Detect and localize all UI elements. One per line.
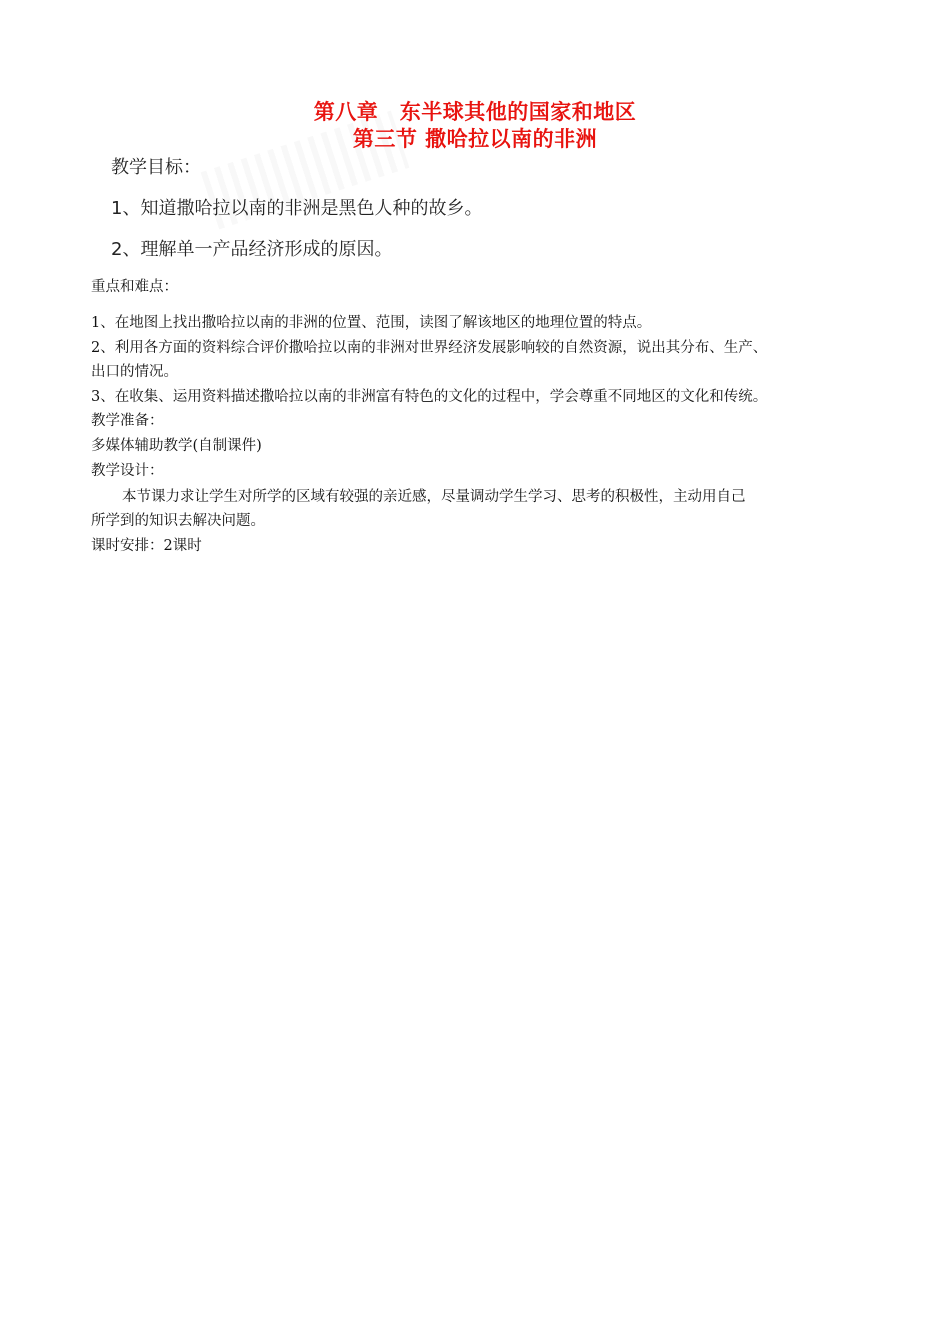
goals-heading: 教学目标：: [111, 157, 201, 178]
preparation-heading: 教学准备：: [91, 413, 164, 429]
design-heading: 教学设计：: [91, 463, 164, 479]
goal-item-1: 1、知道撒哈拉以南的非洲是黑色人种的故乡。: [111, 198, 483, 219]
design-paragraph-line-2: 所学到的知识去解决问题。: [91, 513, 265, 529]
key-point-line-3: 3、在收集、运用资料描述撒哈拉以南的非洲富有特色的文化的过程中，学会尊重不同地区的文化和传统。: [91, 389, 768, 405]
goal-item-2: 2、理解单一产品经济形成的原因。: [111, 239, 393, 260]
preparation-content: 多媒体辅助教学(自制课件): [91, 438, 262, 454]
key-point-line-2: 2、利用各方面的资料综合评价撒哈拉以南的非洲对世界经济发展影响较的自然资源，说出其分布、生产、: [91, 340, 768, 356]
key-point-line-1: 1、在地图上找出撒哈拉以南的非洲的位置、范围，读图了解该地区的地理位置的特点。: [91, 315, 652, 331]
schedule-text: 课时安排：2课时: [91, 538, 202, 554]
section-title: 第三节 撒哈拉以南的非洲: [352, 127, 598, 151]
design-paragraph-line-1: 本节课力求让学生对所学的区域有较强的亲近感，尽量调动学生学习、思考的积极性，主动用自己: [122, 489, 746, 505]
key-point-line-2-cont: 出口的情况。: [91, 364, 178, 380]
chapter-title: 第八章 东半球其他的国家和地区: [313, 100, 637, 124]
key-points-heading: 重点和难点：: [91, 279, 178, 295]
